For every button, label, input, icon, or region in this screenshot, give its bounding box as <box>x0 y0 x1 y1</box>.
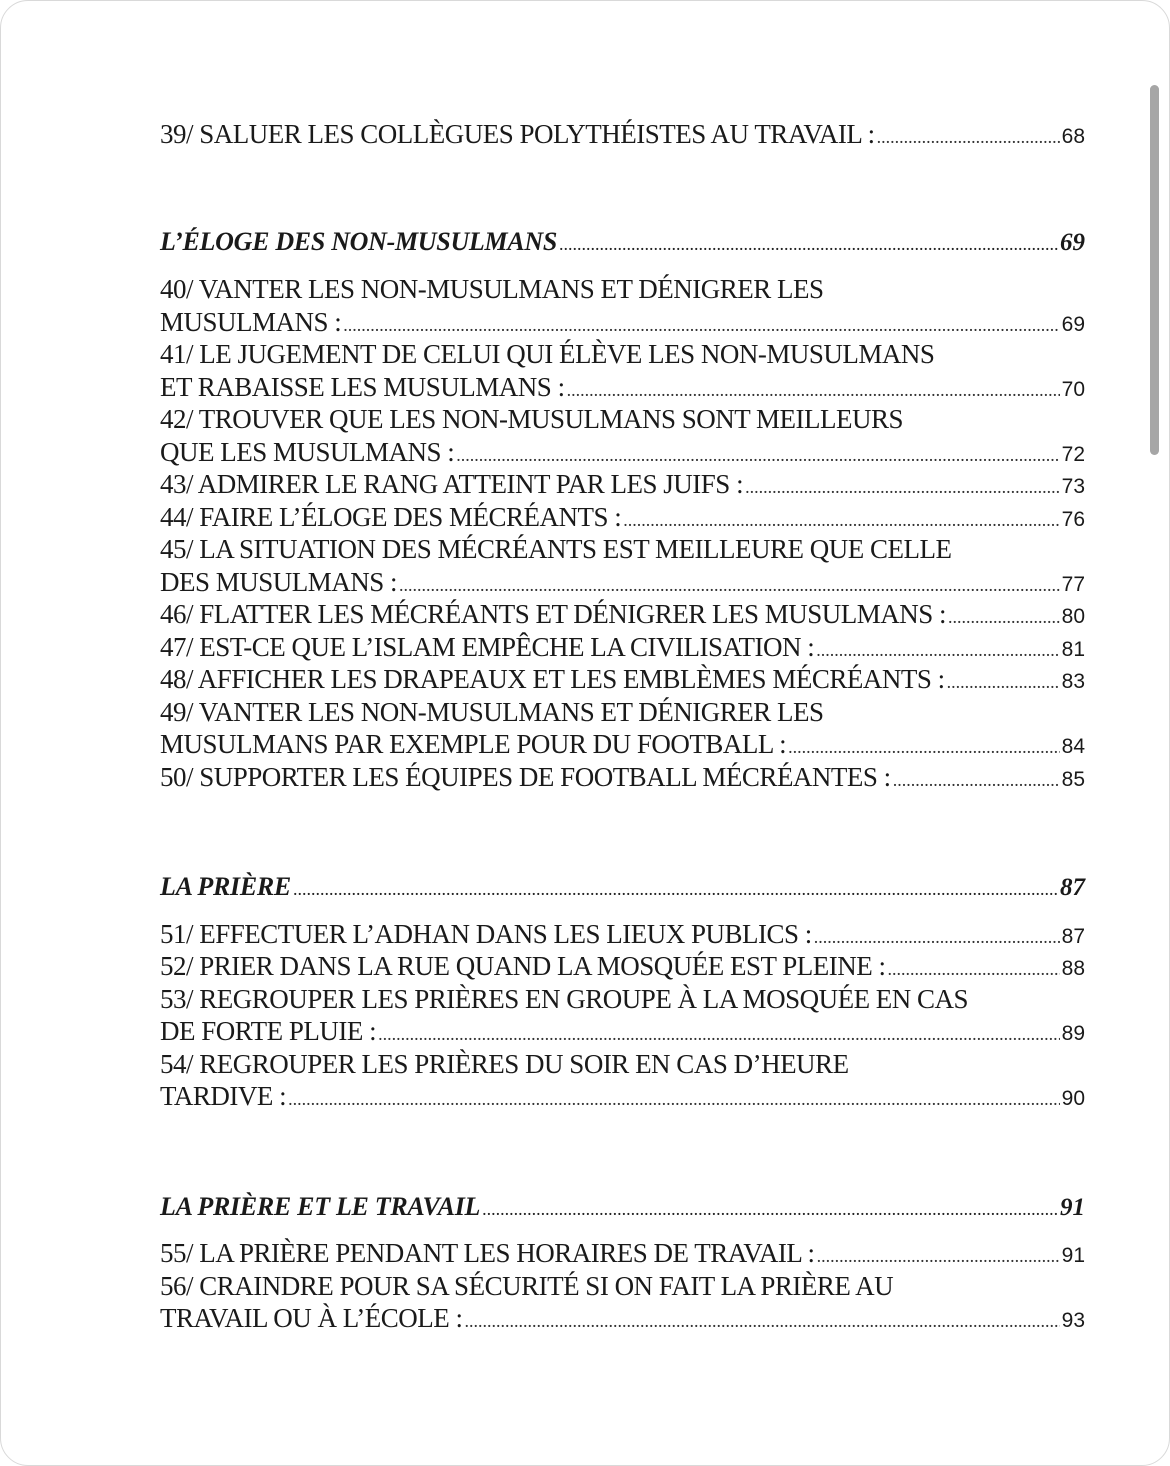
dot-leader <box>293 873 1058 906</box>
page-number: 83 <box>1061 670 1085 693</box>
toc-entry-49[interactable] <box>160 696 1085 761</box>
page-number: 85 <box>1061 767 1085 791</box>
section-title: LA PRIÈRE ET LE TRAVAIL <box>160 1191 481 1221</box>
dot-leader <box>343 309 1059 342</box>
dot-leader <box>567 374 1060 407</box>
toc-entry-title: 55/ LA PRIÈRE PENDANT LES HORAIRES DE TRAVAIL : <box>160 1238 815 1268</box>
page-number: 91 <box>1060 1193 1085 1221</box>
page-number: 72 <box>1061 442 1085 466</box>
toc-entry-52[interactable] <box>160 950 1085 983</box>
dot-leader <box>948 601 1060 634</box>
toc-entry-title: DE FORTE PLUIE : <box>160 1016 377 1046</box>
toc-entry-title: QUE LES MUSULMANS : <box>160 436 455 467</box>
toc-entry-43[interactable] <box>160 468 1085 501</box>
dot-leader <box>877 121 1060 154</box>
dot-leader <box>893 764 1060 797</box>
section-heading-eloge[interactable] <box>160 226 1085 259</box>
toc-entry-title: 43/ ADMIRER LE RANG ATTEINT PAR LES JUIFS : <box>160 469 744 499</box>
toc-entry-title-line1: 54/ REGROUPER LES PRIÈRES DU SOIR EN CAS D’HEURE <box>160 1048 849 1079</box>
toc-entry-51[interactable] <box>160 918 1085 951</box>
page-number: 69 <box>1061 312 1085 336</box>
page-number: 87 <box>1061 924 1085 948</box>
page-number: 68 <box>1061 125 1085 148</box>
toc-entry-title: DES MUSULMANS : <box>160 566 398 597</box>
toc-entry-42[interactable] <box>160 403 1085 468</box>
toc-entry-title: TRAVAIL OU À L’ÉCOLE : <box>160 1303 463 1333</box>
toc-entry-title-line1: 56/ CRAINDRE POUR SA SÉCURITÉ SI ON FAIT LA PRIÈRE AU <box>160 1270 894 1301</box>
page-number: 91 <box>1061 1244 1085 1267</box>
dot-leader <box>745 471 1060 504</box>
toc-entry-47[interactable] <box>160 631 1085 664</box>
page-number: 80 <box>1061 605 1085 628</box>
dot-leader <box>288 1083 1060 1116</box>
toc-entry-title: 51/ EFFECTUER L’ADHAN DANS LES LIEUX PUBLICS : <box>160 918 812 949</box>
toc-entry-title-line1: 40/ VANTER LES NON-MUSULMANS ET DÉNIGRER LES <box>160 274 824 304</box>
dot-leader <box>623 504 1059 537</box>
toc-entry-55[interactable] <box>160 1237 1085 1270</box>
dot-leader <box>559 228 1058 261</box>
toc-entry-title-line1: 41/ LE JUGEMENT DE CELUI QUI ÉLÈVE LES NON-MUSULMANS <box>160 339 935 369</box>
toc-entry-title: 52/ PRIER DANS LA RUE QUAND LA MOSQUÉE EST PLEINE : <box>160 951 886 981</box>
page-number: 70 <box>1061 377 1085 401</box>
toc-entry-title-line1: 53/ REGROUPER LES PRIÈRES EN GROUPE À LA MOSQUÉE EN CAS <box>160 983 969 1014</box>
dot-leader <box>814 921 1060 954</box>
dot-leader <box>378 1018 1060 1051</box>
scrollbar[interactable] <box>1150 85 1159 455</box>
toc-entry-46[interactable] <box>160 598 1085 631</box>
page-number: 88 <box>1061 957 1085 980</box>
dot-leader <box>947 666 1060 699</box>
page-number: 90 <box>1061 1087 1085 1110</box>
toc-entry-44[interactable] <box>160 501 1085 534</box>
toc-entry-title-line1: 42/ TROUVER QUE LES NON-MUSULMANS SONT MEILLEURS <box>160 404 904 434</box>
page-number: 84 <box>1061 735 1085 758</box>
toc-entry-40[interactable] <box>160 273 1085 338</box>
toc-entry-title: 39/ SALUER LES COLLÈGUES POLYTHÉISTES AU TRAVAIL : <box>160 119 875 149</box>
section-title: L’ÉLOGE DES NON-MUSULMANS <box>160 226 557 256</box>
page-number: 69 <box>1060 228 1085 256</box>
toc-entry-45[interactable] <box>160 533 1085 598</box>
toc-entry-56[interactable] <box>160 1270 1085 1335</box>
toc-entry-39[interactable] <box>160 118 1085 151</box>
toc-entry-54[interactable] <box>160 1048 1085 1113</box>
toc-entry-title: 44/ FAIRE L’ÉLOGE DES MÉCRÉANTS : <box>160 501 622 532</box>
dot-leader <box>816 634 1059 667</box>
page-number: 77 <box>1061 572 1085 596</box>
dot-leader <box>456 439 1059 472</box>
toc-entry-53[interactable] <box>160 983 1085 1048</box>
toc-entry-48[interactable] <box>160 663 1085 696</box>
dot-leader <box>788 731 1060 764</box>
toc-entry-title: MUSULMANS : <box>160 306 342 337</box>
toc-entry-title: 48/ AFFICHER LES DRAPEAUX ET LES EMBLÈMES MÉCRÉANTS : <box>160 664 945 694</box>
section-heading-priere-travail[interactable] <box>160 1191 1085 1224</box>
page-number: 89 <box>1061 1022 1085 1045</box>
toc-entry-title: TARDIVE : <box>160 1081 287 1111</box>
toc-entry-title-line1: 45/ LA SITUATION DES MÉCRÉANTS EST MEILLEURE QUE CELLE <box>160 534 952 564</box>
section-title: LA PRIÈRE <box>160 872 291 901</box>
toc-entry-title: 50/ SUPPORTER LES ÉQUIPES DE FOOTBALL MÉCRÉANTES : <box>160 761 891 792</box>
page-number: 73 <box>1061 475 1085 498</box>
dot-leader <box>465 1305 1060 1338</box>
toc-entry-50[interactable] <box>160 761 1085 794</box>
dot-leader <box>482 1193 1058 1226</box>
dot-leader <box>888 953 1060 986</box>
toc-entry-title: 46/ FLATTER LES MÉCRÉANTS ET DÉNIGRER LES MUSULMANS : <box>160 599 947 629</box>
page-number: 87 <box>1060 874 1085 901</box>
toc-entry-title: 47/ EST-CE QUE L’ISLAM EMPÊCHE LA CIVILISATION : <box>160 631 815 662</box>
page-number: 81 <box>1061 637 1085 661</box>
toc-entry-title: MUSULMANS PAR EXEMPLE POUR DU FOOTBALL : <box>160 729 787 759</box>
section-heading-priere[interactable] <box>160 871 1085 904</box>
scrollbar-thumb[interactable] <box>1150 85 1159 455</box>
toc-entry-title: ET RABAISSE LES MUSULMANS : <box>160 371 565 402</box>
page-number: 76 <box>1061 507 1085 531</box>
dot-leader <box>817 1240 1060 1273</box>
table-of-contents <box>160 118 1085 1335</box>
page-number: 93 <box>1061 1309 1085 1332</box>
toc-entry-41[interactable] <box>160 338 1085 403</box>
toc-entry-title-line1: 49/ VANTER LES NON-MUSULMANS ET DÉNIGRER LES <box>160 696 824 727</box>
dot-leader <box>399 569 1060 602</box>
